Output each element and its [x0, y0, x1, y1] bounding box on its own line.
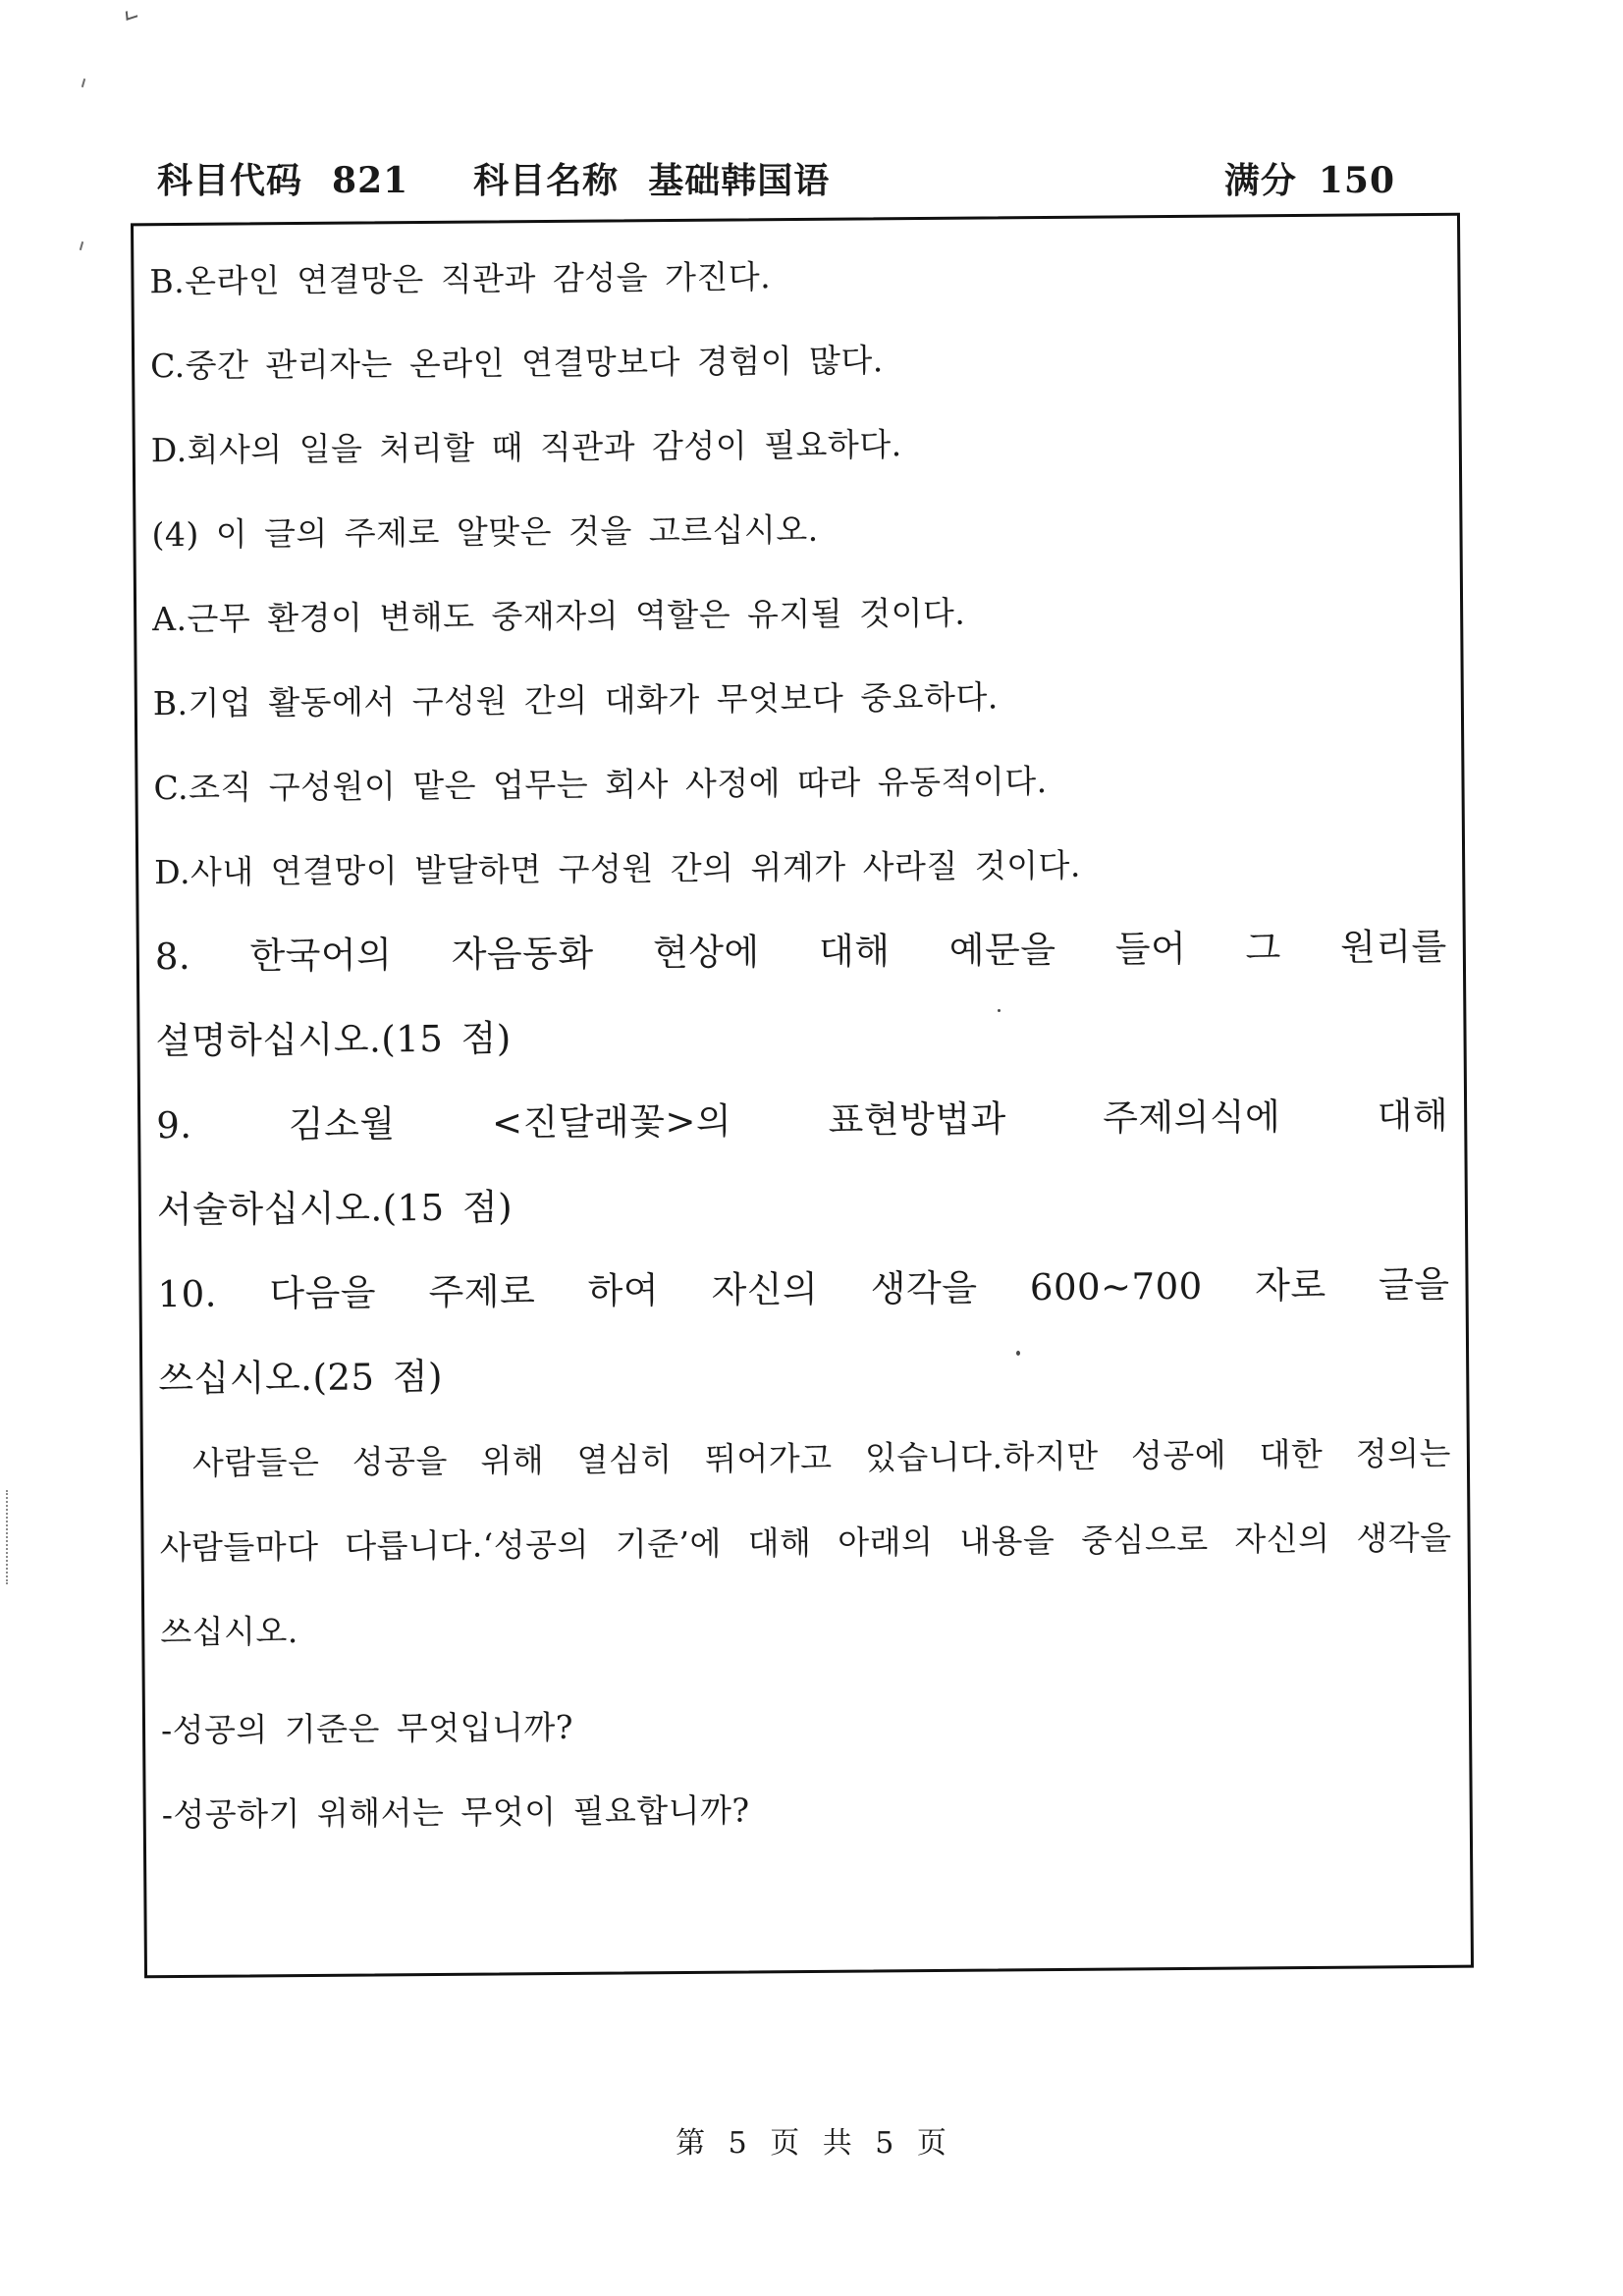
subject-name-value: 基础韩国语 [648, 160, 831, 201]
scan-speck [6, 1490, 8, 1584]
exam-header [157, 153, 1466, 203]
document-line: B.기업 활동에서 구성원 간의 대화가 무엇보다 중요하다. [152, 677, 999, 723]
document-line: 설명하십시오.(15 점) [155, 1017, 512, 1063]
document-line: 서술하십시오.(15 점) [156, 1186, 514, 1232]
document-line: 쓰십시오.(25 점) [158, 1355, 444, 1401]
document-line: C.조직 구성원이 맡은 업무는 회사 사정에 따라 유동적이다. [153, 762, 1048, 808]
document-line: C.중간 관리자는 온라인 연결망보다 경험이 많다. [149, 341, 884, 386]
document-line: D.사내 연결망이 발달하면 구성원 간의 위계가 사라질 것이다. [154, 845, 1082, 892]
subject-code-value: 821 [332, 160, 409, 201]
scan-speck [80, 241, 83, 250]
document-line: D.회사의 일을 처리할 때 직관과 감성이 필요하다. [150, 425, 902, 470]
scan-speck [126, 8, 137, 21]
document-line: 사람들마다 다릅니다.‘성공의 기준’에 대해 아래의 내용을 중심으로 자신의 생각을 [159, 1518, 1452, 1568]
page-footer: 第 5 页 共 5 页 [676, 2126, 947, 2161]
document-line: 9. 김소월 <진달래꽃>의 표현방법과 주제의식에 대해 [156, 1094, 1449, 1148]
full-score-label: 满分 [1223, 160, 1297, 201]
document-line: 10. 다음을 주제로 하여 자신의 생각을 600~700 자로 글을 [157, 1262, 1450, 1316]
content-box [131, 213, 1474, 1979]
full-score-info [1224, 153, 1395, 203]
subject-name-label: 科目名称 [473, 160, 620, 201]
document-line: -성공의 기준은 무엇입니까? [160, 1707, 574, 1750]
document-line: 사람들은 성공을 위해 열심히 뛰어가고 있습니다.하지만 성공에 대한 정의는 [191, 1433, 1452, 1482]
scan-speck [81, 79, 85, 87]
document-line: 8. 한국어의 자음동화 현상에 대해 예문을 들어 그 원리를 [154, 925, 1447, 979]
document-line: 쓰십시오. [160, 1612, 298, 1652]
document-line: (4) 이 글의 주제로 알맞은 것을 고르십시오. [151, 509, 819, 555]
document-line: A.근무 환경이 변해도 중재자의 역할은 유지될 것이다. [152, 593, 966, 639]
subject-code-label: 科目代码 [157, 160, 303, 201]
subject-info [157, 153, 830, 203]
document-line: B.온라인 연결망은 직관과 감성을 가진다. [149, 257, 772, 301]
full-score-value: 150 [1318, 160, 1395, 201]
document-line: -성공하기 위해서는 무엇이 필요합니까? [161, 1790, 750, 1835]
